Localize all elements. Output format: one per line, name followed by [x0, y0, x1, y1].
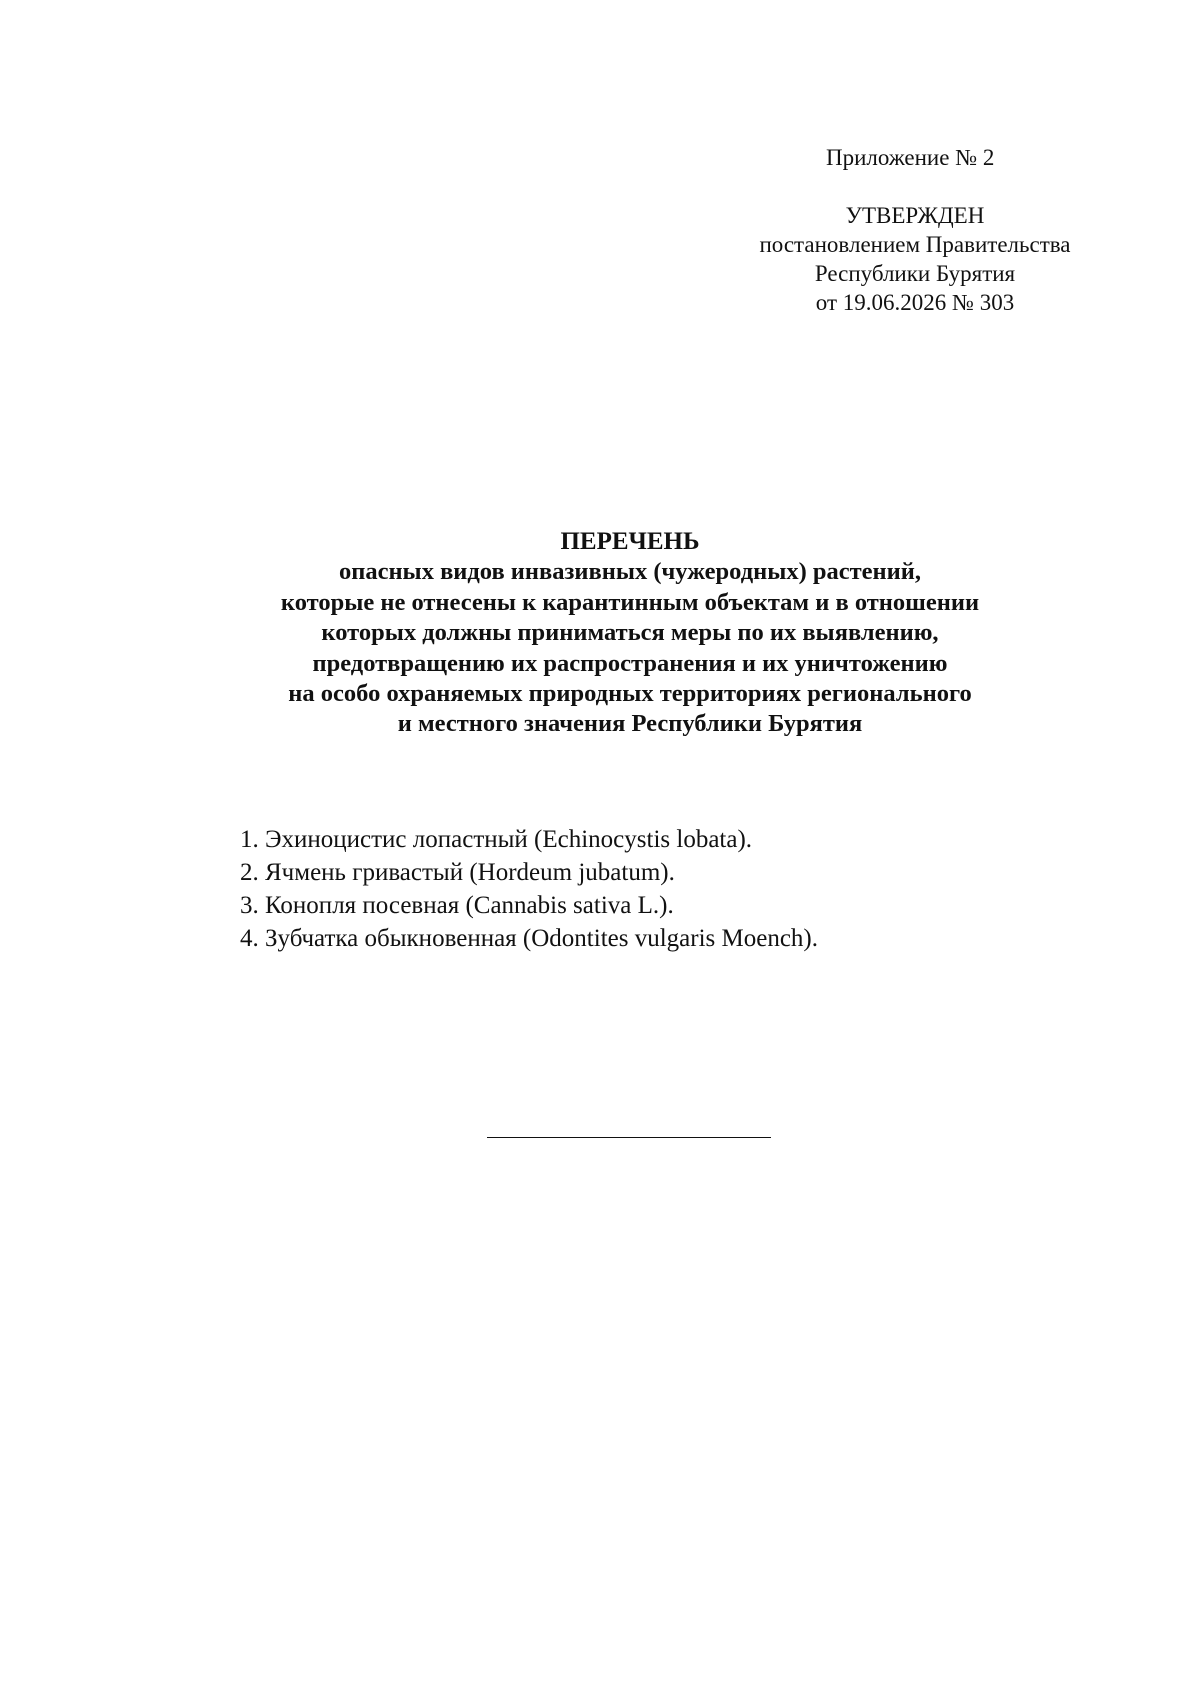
- title-line-1: опасных видов инвазивных (чужеродных) растений,: [338, 558, 922, 586]
- approval-line-2: Республики Бурятия: [814, 261, 1016, 286]
- appendix-label: Приложение № 2: [826, 145, 995, 170]
- approval-line-3: от 19.06.2026 № 303: [815, 290, 1015, 315]
- list-item: 2. Ячмень гривастый (Hordeum jubatum).: [240, 859, 675, 886]
- closing-divider: [487, 1137, 771, 1138]
- title-line-2: которые не отнесены к карантинным объектам и в отношении: [280, 588, 980, 616]
- title-line-3: которых должны приниматься меры по их выявлению,: [321, 619, 939, 647]
- list-item: 1. Эхиноцистис лопастный (Echinocystis lobata).: [240, 826, 753, 853]
- document-heading: ПЕРЕЧЕНЬ: [560, 528, 700, 555]
- plant-list: [240, 823, 1060, 955]
- list-item: 3. Конопля посевная (Cannabis sativa L.).: [240, 892, 674, 919]
- title-line-6: и местного значения Республики Бурятия: [397, 710, 863, 738]
- approval-block: [745, 201, 1085, 317]
- title-line-5: на особо охраняемых природных территориях регионального: [288, 680, 972, 708]
- document-title: [150, 527, 1110, 740]
- title-line-4: предотвращению их распространения и их уничтожению: [312, 649, 948, 677]
- approval-line-1: постановлением Правительства: [759, 232, 1071, 257]
- approval-status: УТВЕРЖДЕН: [845, 203, 985, 228]
- list-item: 4. Зубчатка обыкновенная (Odontites vulgaris Moench).: [240, 925, 819, 952]
